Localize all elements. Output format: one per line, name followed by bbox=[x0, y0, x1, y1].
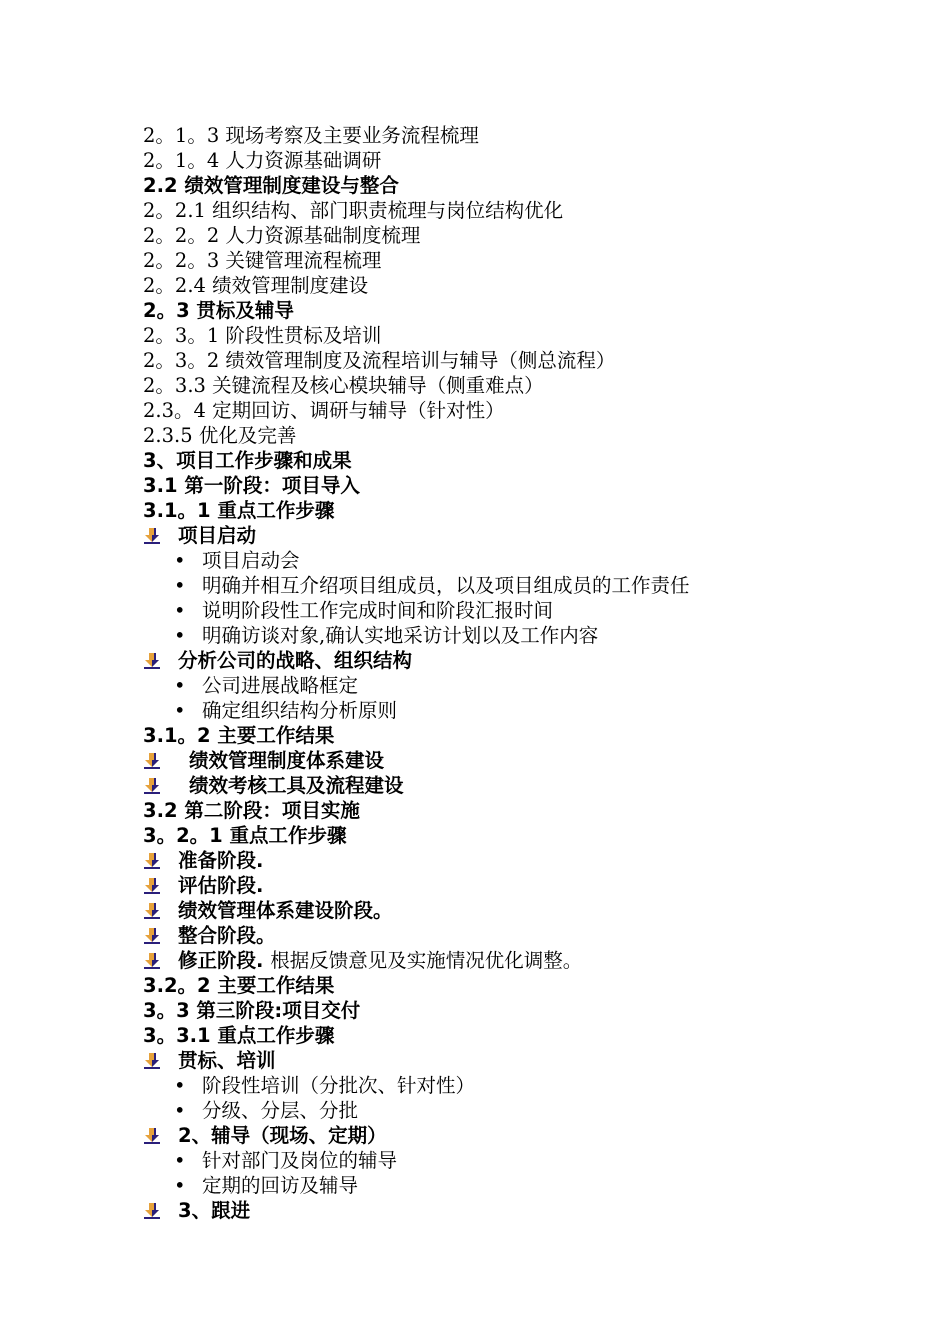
arrow-bullet-icon bbox=[143, 1202, 161, 1220]
list-item-text: 分析公司的战略、组织结构 bbox=[178, 649, 413, 672]
arrow-bullet-icon bbox=[143, 852, 161, 870]
heading-3: 3、项目工作步骤和成果 bbox=[143, 449, 352, 472]
list-item-text: 阶段性培训（分批次、针对性） bbox=[202, 1074, 476, 1097]
arrow-bullet-icon bbox=[143, 927, 161, 945]
bullet-dot-icon: • bbox=[174, 1099, 186, 1122]
arrow-bullet-icon bbox=[143, 902, 161, 920]
list-item-text: 准备阶段. bbox=[178, 849, 264, 872]
list-item-text: 公司进展战略框定 bbox=[202, 674, 359, 697]
list-item-text: 针对部门及岗位的辅导 bbox=[202, 1149, 398, 1172]
heading-3-1: 3.1 第一阶段：项目导入 bbox=[143, 474, 360, 497]
arrow-bullet-icon bbox=[143, 752, 161, 770]
list-item-text: 3、跟进 bbox=[178, 1199, 251, 1222]
heading-3-3-1: 3。3.1 重点工作步骤 bbox=[143, 1024, 335, 1047]
arrow-bullet-icon bbox=[143, 1127, 161, 1145]
heading-2-3-3: 2。3.3 关键流程及核心模块辅导（侧重难点） bbox=[143, 374, 544, 397]
arrow-bullet-icon bbox=[143, 952, 161, 970]
bullet-dot-icon: • bbox=[174, 599, 186, 622]
list-item-text: 评估阶段. bbox=[178, 874, 264, 897]
list-item-text: 项目启动会 bbox=[202, 549, 300, 572]
bullet-dot-icon: • bbox=[174, 574, 186, 597]
list-item-text: 说明阶段性工作完成时间和阶段汇报时间 bbox=[202, 599, 554, 622]
heading-2-1-3: 2。1。3 现场考察及主要业务流程梳理 bbox=[143, 124, 479, 147]
bullet-dot-icon: • bbox=[174, 1174, 186, 1197]
list-item-text: 定期的回访及辅导 bbox=[202, 1174, 359, 1197]
heading-3-2-1: 3。2。1 重点工作步骤 bbox=[143, 824, 347, 847]
list-item-text: 整合阶段。 bbox=[178, 924, 276, 947]
heading-3-1-2: 3.1。2 主要工作结果 bbox=[143, 724, 335, 747]
bullet-dot-icon: • bbox=[174, 624, 186, 647]
heading-3-3: 3。3 第三阶段:项目交付 bbox=[143, 999, 361, 1022]
heading-2-3-5: 2.3.5 优化及完善 bbox=[143, 424, 297, 447]
list-item-detail: 根据反馈意见及实施情况优化调整。 bbox=[270, 949, 583, 972]
list-item-text: 贯标、培训 bbox=[178, 1049, 276, 1072]
heading-2-3-2: 2。3。2 绩效管理制度及流程培训与辅导（侧总流程） bbox=[143, 349, 616, 372]
bullet-dot-icon: • bbox=[174, 699, 186, 722]
list-item-text: 明确并相互介绍项目组成员，以及项目组成员的工作责任 bbox=[202, 574, 690, 597]
heading-2-2-1: 2。2.1 组织结构、部门职责梳理与岗位结构优化 bbox=[143, 199, 564, 222]
heading-2-1-4: 2。1。4 人力资源基础调研 bbox=[143, 149, 382, 172]
arrow-bullet-icon bbox=[143, 527, 161, 545]
heading-2-2: 2.2 绩效管理制度建设与整合 bbox=[143, 174, 399, 197]
arrow-bullet-icon bbox=[143, 1052, 161, 1070]
heading-2-3: 2。3 贯标及辅导 bbox=[143, 299, 294, 322]
list-item-text: 2、辅导（现场、定期） bbox=[178, 1124, 387, 1147]
list-item-text: 绩效管理制度体系建设 bbox=[189, 749, 385, 772]
bullet-dot-icon: • bbox=[174, 674, 186, 697]
list-item-text: 明确访谈对象,确认实地采访计划以及工作内容 bbox=[202, 624, 599, 647]
heading-2-3-4: 2.3。4 定期回访、调研与辅导（针对性） bbox=[143, 399, 505, 422]
heading-2-2-3: 2。2。3 关键管理流程梳理 bbox=[143, 249, 382, 272]
heading-3-2: 3.2 第二阶段：项目实施 bbox=[143, 799, 360, 822]
arrow-bullet-icon bbox=[143, 652, 161, 670]
heading-3-2-2: 3.2。2 主要工作结果 bbox=[143, 974, 335, 997]
list-item-text: 项目启动 bbox=[178, 524, 257, 547]
heading-2-2-2: 2。2。2 人力资源基础制度梳理 bbox=[143, 224, 421, 247]
heading-2-3-1: 2。3。1 阶段性贯标及培训 bbox=[143, 324, 382, 347]
list-item-text: 分级、分层、分批 bbox=[202, 1099, 359, 1122]
bullet-dot-icon: • bbox=[174, 549, 186, 572]
list-item-text: 绩效管理体系建设阶段。 bbox=[178, 899, 393, 922]
arrow-bullet-icon bbox=[143, 777, 161, 795]
heading-3-1-1: 3.1。1 重点工作步骤 bbox=[143, 499, 335, 522]
list-item-text: 绩效考核工具及流程建设 bbox=[189, 774, 404, 797]
bullet-dot-icon: • bbox=[174, 1149, 186, 1172]
bullet-dot-icon: • bbox=[174, 1074, 186, 1097]
list-item-text: 确定组织结构分析原则 bbox=[202, 699, 398, 722]
heading-2-2-4: 2。2.4 绩效管理制度建设 bbox=[143, 274, 369, 297]
list-item-text: 修正阶段. bbox=[178, 949, 264, 972]
arrow-bullet-icon bbox=[143, 877, 161, 895]
